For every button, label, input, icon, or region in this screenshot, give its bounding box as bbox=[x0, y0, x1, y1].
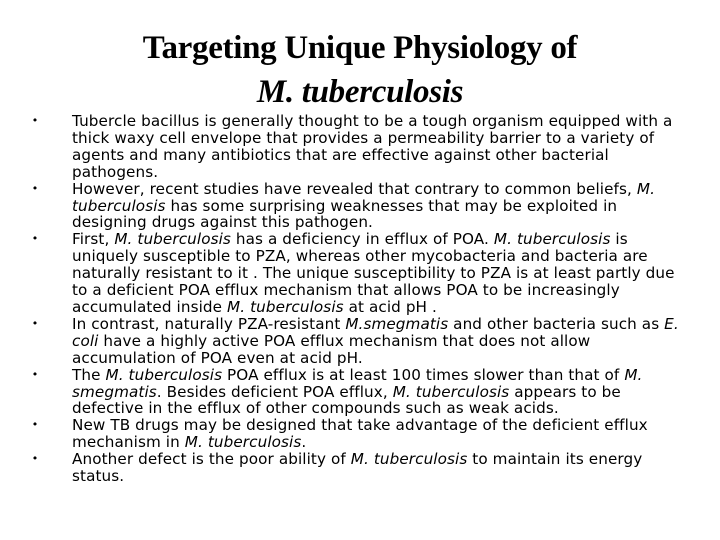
bullet-dot-icon: • bbox=[31, 181, 39, 195]
bullet-text: However, recent studies have revealed that contrary to common beliefs, bbox=[72, 179, 637, 198]
bullet-text: appears to be defective in the efflux of other compounds such as weak acids. bbox=[72, 382, 621, 418]
slide-title-line1: Targeting Unique Physiology of bbox=[142, 30, 578, 66]
bullet-text: is uniquely susceptible to PZA, whereas other mycobacteria and bacteria are naturally resistant to it . The unique susceptibility to PZA is at least partly due to a deficient POA efflux mechanism that allows POA to be increasingly accumulated inside bbox=[72, 230, 675, 316]
species-name: M. tuberculosis bbox=[105, 365, 223, 384]
bullet-text: to maintain its energy status. bbox=[72, 450, 643, 486]
bullet-text: . Besides deficient POA efflux, bbox=[156, 382, 393, 401]
bullet-dot-icon: • bbox=[31, 316, 39, 330]
bullet-text: The bbox=[72, 365, 106, 384]
bullet-item-3 bbox=[30, 231, 690, 316]
species-name: M.smegmatis bbox=[345, 314, 449, 333]
bullet-text: Another defect is the poor ability of bbox=[72, 450, 351, 469]
bullet-list bbox=[30, 113, 690, 485]
species-name: M. tuberculosis bbox=[72, 179, 655, 215]
species-name: M. tuberculosis bbox=[184, 433, 302, 452]
species-name: M. tuberculosis bbox=[392, 382, 510, 401]
bullet-text: In contrast, naturally PZA-resistant bbox=[72, 314, 346, 333]
bullet-text: and other bacteria such as bbox=[448, 314, 665, 333]
species-name: E. coli bbox=[72, 314, 679, 350]
bullet-text: First, bbox=[72, 230, 115, 249]
bullet-text: has a deficiency in efflux of POA. bbox=[230, 230, 494, 249]
bullet-item-6 bbox=[30, 417, 690, 451]
slide-title bbox=[0, 26, 720, 114]
species-name: M. tuberculosis bbox=[227, 297, 344, 316]
species-name: M. tuberculosis bbox=[114, 230, 231, 249]
bullet-text: have a highly active POA efflux mechanism that does not allow accumulation of POA even at acid pH. bbox=[72, 331, 591, 367]
bullet-text: New TB drugs may be designed that take advantage of the deficient efflux mechanism in bbox=[72, 416, 648, 452]
bullet-dot-icon: • bbox=[31, 232, 39, 246]
species-name: M. tuberculosis bbox=[493, 230, 611, 249]
bullet-item-5 bbox=[30, 367, 690, 418]
bullet-dot-icon: • bbox=[31, 452, 39, 466]
bullet-text: POA efflux is at least 100 times slower than that of bbox=[222, 365, 625, 384]
bullet-dot-icon: • bbox=[31, 418, 39, 432]
species-name: M. tuberculosis bbox=[350, 450, 468, 469]
bullet-item-2 bbox=[30, 181, 690, 232]
slide-title-line2: M. tuberculosis bbox=[256, 74, 464, 110]
bullet-item-1 bbox=[30, 113, 690, 181]
bullet-dot-icon: • bbox=[31, 114, 39, 127]
bullet-item-7 bbox=[30, 451, 690, 485]
bullet-text: Tubercle bacillus is generally thought to be a tough organism equipped with a thick waxy cell envelope that provides a permeability barrier to a variety of agents and many antibiotics that are effective against other bacterial pathogens. bbox=[72, 112, 673, 181]
bullet-text: has some surprising weaknesses that may be exploited in designing drugs against this pathogen. bbox=[72, 196, 618, 232]
bullet-text: . bbox=[301, 433, 307, 452]
species-name: M. smegmatis bbox=[72, 365, 643, 401]
bullet-text: at acid pH . bbox=[343, 297, 437, 316]
bullet-dot-icon: • bbox=[31, 367, 39, 381]
bullet-item-4 bbox=[30, 316, 690, 367]
